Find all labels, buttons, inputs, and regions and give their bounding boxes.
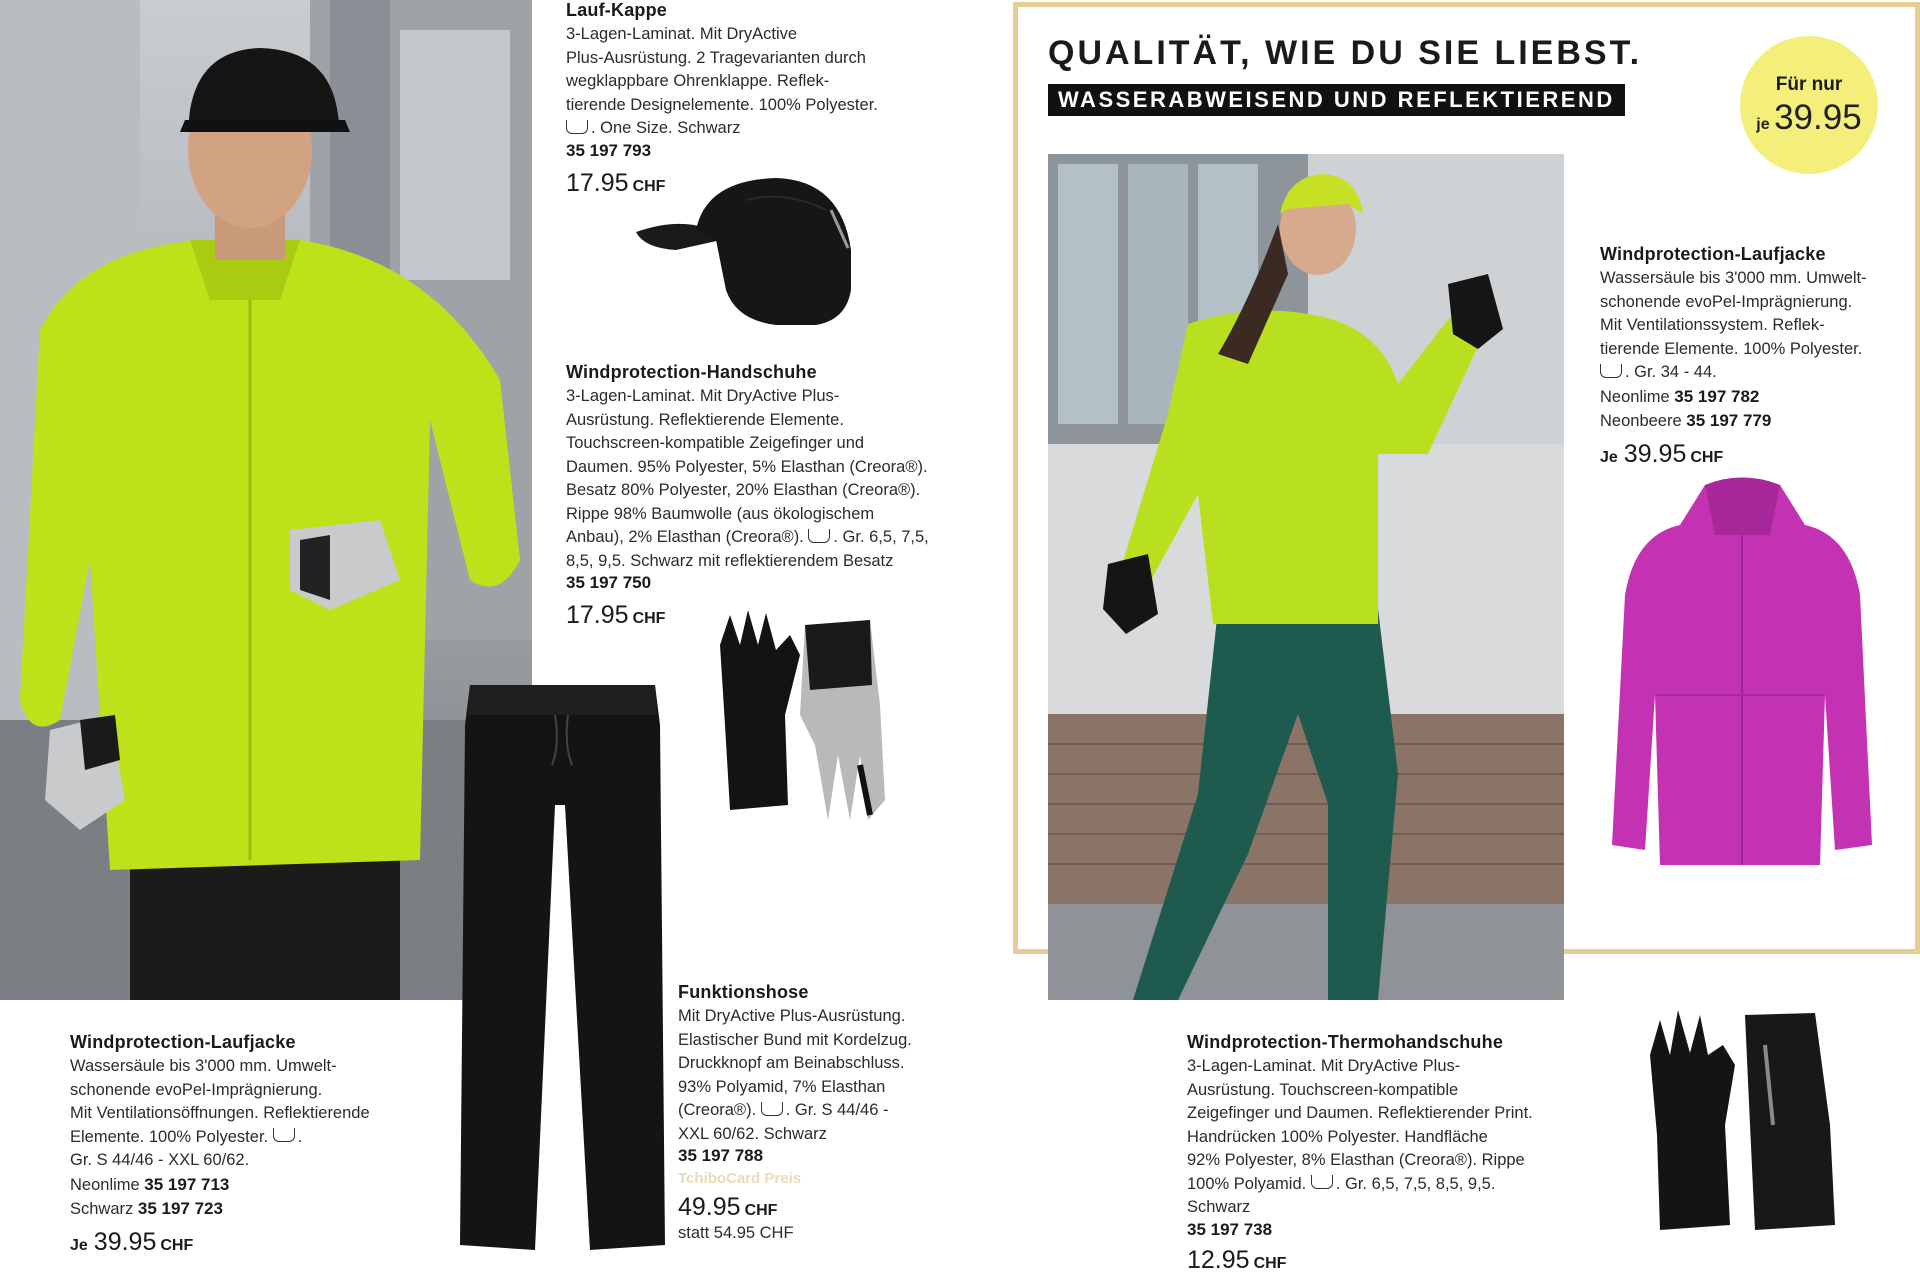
desc-line: Wassersäule bis 3'000 mm. Umwelt-: [70, 1057, 337, 1075]
lauf-kappe-title: Lauf-Kappe: [566, 0, 667, 20]
lauf-kappe-article: 35 197 793: [566, 140, 652, 160]
price-value: 39.95: [1623, 439, 1687, 468]
man-running-photo: [0, 0, 532, 1000]
desc-line: Mit DryActive Plus-Ausrüstung.: [678, 1007, 906, 1025]
tchibocard-label: TchiboCard Preis: [678, 1170, 802, 1187]
desc-line: 3-Lagen-Laminat. Mit DryActive Plus-: [566, 387, 840, 405]
article-number: 35 197 782: [1674, 386, 1760, 406]
badge-price: 39.95: [1774, 98, 1862, 137]
currency: CHF: [744, 1202, 778, 1219]
price-value: 17.95: [566, 168, 629, 197]
desc-line: Daumen. 95% Polyester, 5% Elasthan (Creora®).: [566, 457, 928, 476]
man-illustration: [0, 0, 532, 1000]
desc-line: 8,5, 9,5. Schwarz mit reflektierendem Besatz: [566, 551, 894, 570]
washing-care-icon: [273, 1128, 295, 1142]
desc-line: wegklappbare Ohrenklappe. Reflek-: [566, 72, 830, 90]
desc-line: 3-Lagen-Laminat. Mit DryActive Plus-: [1187, 1057, 1461, 1075]
color-name: Neonbeere: [1600, 412, 1682, 430]
desc-line: Touchscreen-kompatible Zeigefinger und: [566, 434, 865, 452]
pants-image: [460, 685, 665, 1255]
desc-line: Besatz 80% Polyester, 20% Elasthan (Creora®).: [566, 481, 921, 499]
funktionshose-title: Funktionshose: [678, 982, 809, 1002]
desc-text: . Gr. 6,5, 7,5,: [833, 528, 929, 546]
funktionshose-price: [678, 1193, 978, 1222]
currency: CHF: [632, 610, 666, 627]
care-line: [678, 1099, 978, 1123]
currency: CHF: [160, 1236, 194, 1254]
care-line: [1187, 1173, 1587, 1197]
desc-line: schonende evoPel-Imprägnierung.: [1600, 292, 1853, 311]
color-name: Schwarz: [70, 1200, 134, 1218]
funktionshose-info: [678, 982, 978, 1246]
care-line: [566, 526, 946, 550]
desc-text: . Gr. S 44/46 -: [785, 1101, 889, 1119]
color-variant: [1600, 409, 1900, 434]
washing-care-icon: [761, 1102, 783, 1116]
desc-line: 93% Polyamid, 7% Elasthan: [678, 1077, 886, 1096]
article-number: 35 197 779: [1686, 411, 1772, 430]
thermohandschuhe-info: [1187, 1032, 1587, 1275]
color-name: Neonlime: [70, 1175, 140, 1194]
desc-line: Ausrüstung. Reflektierende Elemente.: [566, 410, 844, 429]
desc-line: Ausrüstung. Touchscreen-kompatible: [1187, 1080, 1459, 1099]
desc-line: Rippe 98% Baumwolle (aus ökologischem: [566, 504, 875, 523]
price-prefix: Je: [1600, 448, 1618, 466]
laufjacke-men-price: [70, 1228, 420, 1257]
desc-text: 100% Polyamid.: [1187, 1174, 1307, 1193]
thermohandschuhe-price: [1187, 1246, 1587, 1275]
thermohandschuhe-article: 35 197 738: [1187, 1219, 1273, 1239]
desc-line: Wassersäule bis 3'000 mm. Umwelt-: [1600, 269, 1867, 287]
laufjacke-women-title: Windprotection-Laufjacke: [1600, 244, 1826, 264]
badge-top: Für nur: [1775, 74, 1843, 95]
banner-subline: WASSERABWEISEND UND REFLEKTIEREND: [1048, 84, 1625, 116]
desc-line: XXL 60/62. Schwarz: [678, 1124, 827, 1143]
laufjacke-men-info: [70, 1032, 420, 1257]
desc-line: Schwarz: [1187, 1198, 1251, 1216]
desc-text: (Creora®).: [678, 1101, 757, 1119]
laufjacke-women-desc: [1600, 267, 1900, 434]
funktionshose-desc: [678, 1005, 978, 1146]
funktionshose-article: 35 197 788: [678, 1146, 764, 1165]
price-badge: [1740, 36, 1878, 174]
price-value: 12.95: [1187, 1245, 1250, 1274]
banner-headline: QUALITÄT, WIE DU SIE LIEBST.: [1048, 34, 1643, 72]
size-text: . One Size. Schwarz: [591, 119, 741, 137]
thermohandschuhe-desc: [1187, 1055, 1587, 1220]
article-number: 35 197 713: [144, 1174, 230, 1194]
desc-line: Plus-Ausrüstung. 2 Tragevarianten durch: [566, 48, 866, 67]
handschuhe-title: Windprotection-Handschuhe: [566, 362, 817, 382]
currency: CHF: [1253, 1254, 1287, 1272]
desc-line: 92% Polyester, 8% Elasthan (Creora®). Rippe: [1187, 1151, 1525, 1169]
washing-care-icon: [808, 529, 830, 543]
old-price: statt 54.95 CHF: [678, 1224, 794, 1242]
badge-prefix: je: [1756, 116, 1770, 133]
price-prefix: Je: [70, 1236, 88, 1254]
lauf-kappe-info: [566, 0, 906, 198]
color-variant: [1600, 385, 1900, 410]
price-value: 17.95: [566, 601, 629, 629]
price-value: 39.95: [93, 1227, 157, 1256]
desc-line: Mit Ventilationssystem. Reflek-: [1600, 316, 1825, 334]
laufjacke-women-info: [1600, 244, 1900, 469]
gloves-image: [710, 605, 895, 825]
desc-line: Handrücken 100% Polyester. Handfläche: [1187, 1127, 1488, 1146]
woman-running-photo: [1048, 154, 1564, 1000]
desc-text: Elemente. 100% Polyester.: [70, 1127, 269, 1146]
lauf-kappe-desc: [566, 23, 906, 141]
care-line: Elemente. 100% Polyester. .: [70, 1127, 303, 1146]
desc-line: tierende Designelemente. 100% Polyester.: [566, 95, 878, 114]
badge-price-line: [1740, 98, 1878, 138]
desc-line: Elastischer Bund mit Kordelzug.: [678, 1030, 912, 1049]
desc-line: Druckknopf am Beinabschluss.: [678, 1054, 905, 1072]
size-line: [566, 117, 906, 141]
laufjacke-men-desc: [70, 1055, 420, 1222]
article-number: 35 197 723: [137, 1199, 223, 1218]
price-value: 49.95: [678, 1193, 741, 1221]
color-variant: [70, 1173, 420, 1198]
washing-care-icon: [1600, 364, 1622, 378]
color-variant: [70, 1197, 420, 1222]
size-text: . Gr. 34 - 44.: [1625, 363, 1717, 381]
handschuhe-article: 35 197 750: [566, 573, 652, 592]
woman-illustration: [1048, 154, 1564, 1000]
desc-line: schonende evoPel-Imprägnierung.: [70, 1080, 323, 1099]
desc-line: 3-Lagen-Laminat. Mit DryActive: [566, 25, 798, 43]
desc-text: Anbau), 2% Elasthan (Creora®).: [566, 528, 804, 546]
desc-line: Gr. S 44/46 - XXL 60/62.: [70, 1151, 250, 1169]
laufjacke-men-title: Windprotection-Laufjacke: [70, 1032, 296, 1052]
thermohandschuhe-title: Windprotection-Thermohandschuhe: [1187, 1032, 1504, 1052]
thermo-gloves-image: [1645, 1005, 1845, 1240]
desc-line: Mit Ventilationsöffnungen. Reflektierende: [70, 1104, 370, 1122]
color-name: Neonlime: [1600, 387, 1670, 406]
cap-image: [636, 170, 856, 330]
size-line: [1600, 361, 1900, 385]
currency: CHF: [1690, 448, 1724, 466]
desc-line: tierende Elemente. 100% Polyester.: [1600, 339, 1863, 358]
handschuhe-info: [566, 362, 946, 630]
laufjacke-women-price: [1600, 440, 1900, 469]
handschuhe-desc: [566, 385, 946, 573]
desc-text: . Gr. 6,5, 7,5, 8,5, 9,5.: [1335, 1174, 1496, 1193]
currency: CHF: [632, 177, 666, 195]
washing-care-icon: [1311, 1175, 1333, 1189]
washing-care-icon: [566, 120, 588, 134]
magenta-jacket-image: [1610, 475, 1875, 875]
desc-line: Zeigefinger und Daumen. Reflektierender Print.: [1187, 1104, 1533, 1122]
